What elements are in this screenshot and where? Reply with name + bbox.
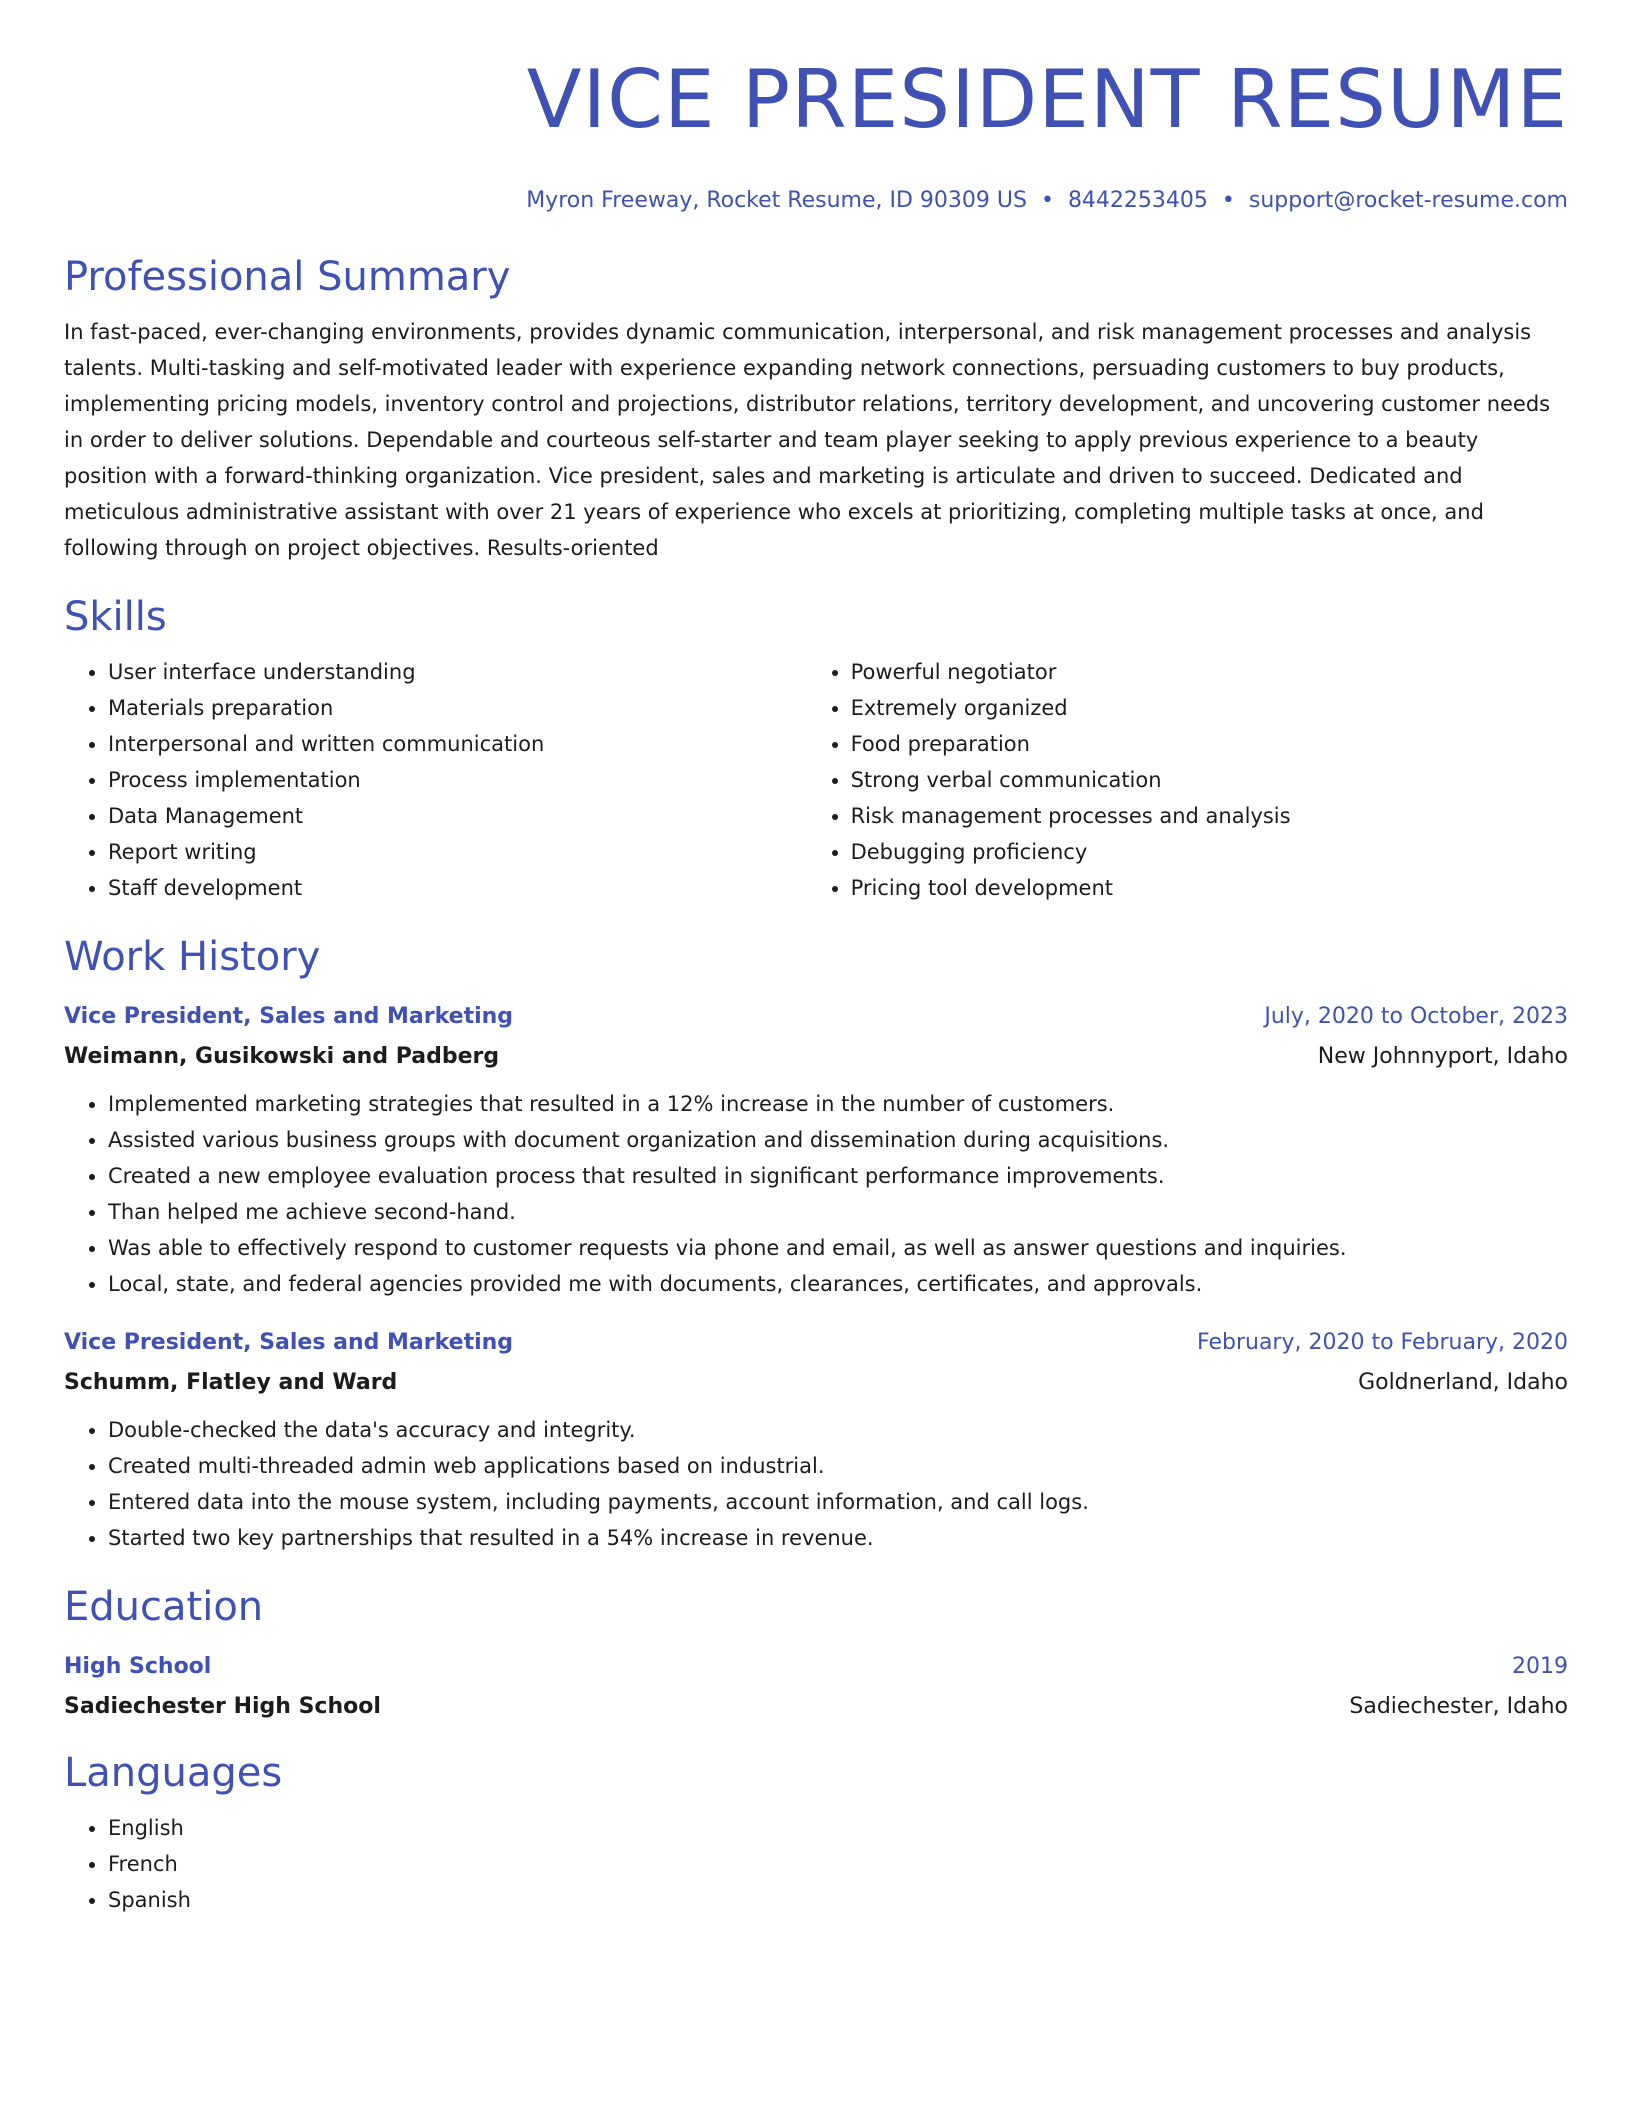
- skills-list-left: [64, 654, 807, 906]
- skill-item: • Materials preparation: [108, 690, 807, 726]
- skill-item: • User interface understanding: [108, 654, 807, 690]
- languages-heading: Languages: [64, 1750, 283, 1796]
- job-location: New Johnnyport, Idaho: [1317, 1044, 1568, 1069]
- language-item: • English: [108, 1810, 1568, 1846]
- work-section: [64, 932, 1568, 1556]
- language-item: • French: [108, 1846, 1568, 1882]
- job-dates: February, 2020 to February, 2020: [1197, 1330, 1568, 1355]
- job-entry: [64, 1328, 1568, 1556]
- job-bullet-list: [64, 1412, 1568, 1556]
- skill-item: • Food preparation: [851, 726, 1568, 762]
- job-location: Goldnerland, Idaho: [1358, 1370, 1568, 1395]
- skill-item: • Strong verbal communication: [851, 762, 1568, 798]
- summary-heading: Professional Summary: [64, 254, 511, 300]
- job-entry: [64, 1002, 1568, 1302]
- skill-item: • Powerful negotiator: [851, 654, 1568, 690]
- job-dates: July, 2020 to October, 2023: [1264, 1004, 1568, 1029]
- skill-item: • Staff development: [108, 870, 807, 906]
- job-bullet: • Local, state, and federal agencies provided me with documents, clearances, certificates, and approvals.: [108, 1266, 1568, 1302]
- skill-item: • Report writing: [108, 834, 807, 870]
- job-company: Weimann, Gusikowski and Padberg: [64, 1044, 500, 1069]
- contact-separator: •: [1040, 188, 1054, 213]
- job-bullet: • Implemented marketing strategies that resulted in a 12% increase in the number of customers.: [108, 1086, 1568, 1122]
- skill-item: • Debugging proficiency: [851, 834, 1568, 870]
- education-subheader: [64, 1692, 1568, 1722]
- job-bullet: • Double-checked the data's accuracy and integrity.: [108, 1412, 1568, 1448]
- job-bullet: • Was able to effectively respond to customer requests via phone and email, as well as answer questions and inquiries.: [108, 1230, 1568, 1266]
- skill-item: • Extremely organized: [851, 690, 1568, 726]
- summary-text: In fast-paced, ever-changing environments, provides dynamic communication, interpersonal, and risk management processes and analysis talents. Multi-tasking and self-motivated leader with experience expanding network connections, persuading customers to buy products, implementing pricing models, inventory control and projections, distributor relations, territory development, and uncovering customer needs in order to deliver solutions. Dependable and courteous self-starter and team player seeking to apply previous experience to a beauty position with a forward-thinking organization. Vice president, sales and marketing is articulate and driven to succeed. Dedicated and meticulous administrative assistant with over 21 years of experience who excels at prioritizing, completing multiple tasks at once, and following through on project objectives. Results-oriented: [64, 320, 1551, 560]
- contact-separator: •: [1221, 188, 1235, 213]
- education-year: 2019: [1512, 1654, 1568, 1679]
- skill-item: • Data Management: [108, 798, 807, 834]
- skills-columns: [64, 654, 1568, 906]
- skill-item: • Risk management processes and analysis: [851, 798, 1568, 834]
- education-header: [64, 1652, 1568, 1682]
- education-section: [64, 1582, 1568, 1722]
- contact-phone: 8442253405: [1067, 188, 1208, 213]
- job-bullet: • Created multi-threaded admin web applications based on industrial.: [108, 1448, 1568, 1484]
- summary-section: [64, 252, 1568, 566]
- job-bullet-list: [64, 1086, 1568, 1302]
- skill-item: • Process implementation: [108, 762, 807, 798]
- resume-title: VICE PRESIDENT RESUME: [526, 53, 1568, 146]
- education-location: Sadiechester, Idaho: [1349, 1694, 1568, 1719]
- skills-section: [64, 592, 1568, 906]
- job-header: [64, 1328, 1568, 1358]
- languages-list: [64, 1810, 1568, 1918]
- job-subheader: [64, 1368, 1568, 1398]
- contact-line: [64, 186, 1568, 216]
- education-degree: High School: [64, 1654, 212, 1679]
- job-header: [64, 1002, 1568, 1032]
- skills-list-right: [807, 654, 1568, 906]
- job-role: Vice President, Sales and Marketing: [64, 1330, 514, 1355]
- job-bullet: • Than helped me achieve second-hand.: [108, 1194, 1568, 1230]
- education-heading: Education: [64, 1584, 264, 1630]
- job-bullet: • Entered data into the mouse system, including payments, account information, and call logs.: [108, 1484, 1568, 1520]
- languages-section: [64, 1748, 1568, 1918]
- skill-item: • Interpersonal and written communication: [108, 726, 807, 762]
- job-subheader: [64, 1042, 1568, 1072]
- skill-item: • Pricing tool development: [851, 870, 1568, 906]
- language-item: • Spanish: [108, 1882, 1568, 1918]
- job-bullet: • Created a new employee evaluation process that resulted in significant performance improvements.: [108, 1158, 1568, 1194]
- work-heading: Work History: [64, 934, 321, 980]
- job-bullet: • Started two key partnerships that resulted in a 54% increase in revenue.: [108, 1520, 1568, 1556]
- job-role: Vice President, Sales and Marketing: [64, 1004, 514, 1029]
- skills-heading: Skills: [64, 594, 167, 640]
- contact-email: support@rocket-resume.com: [1248, 188, 1568, 213]
- job-company: Schumm, Flatley and Ward: [64, 1370, 398, 1395]
- job-bullet: • Assisted various business groups with document organization and dissemination during acquisitions.: [108, 1122, 1568, 1158]
- education-school: Sadiechester High School: [64, 1694, 381, 1719]
- contact-address: Myron Freeway, Rocket Resume, ID 90309 US: [526, 188, 1027, 213]
